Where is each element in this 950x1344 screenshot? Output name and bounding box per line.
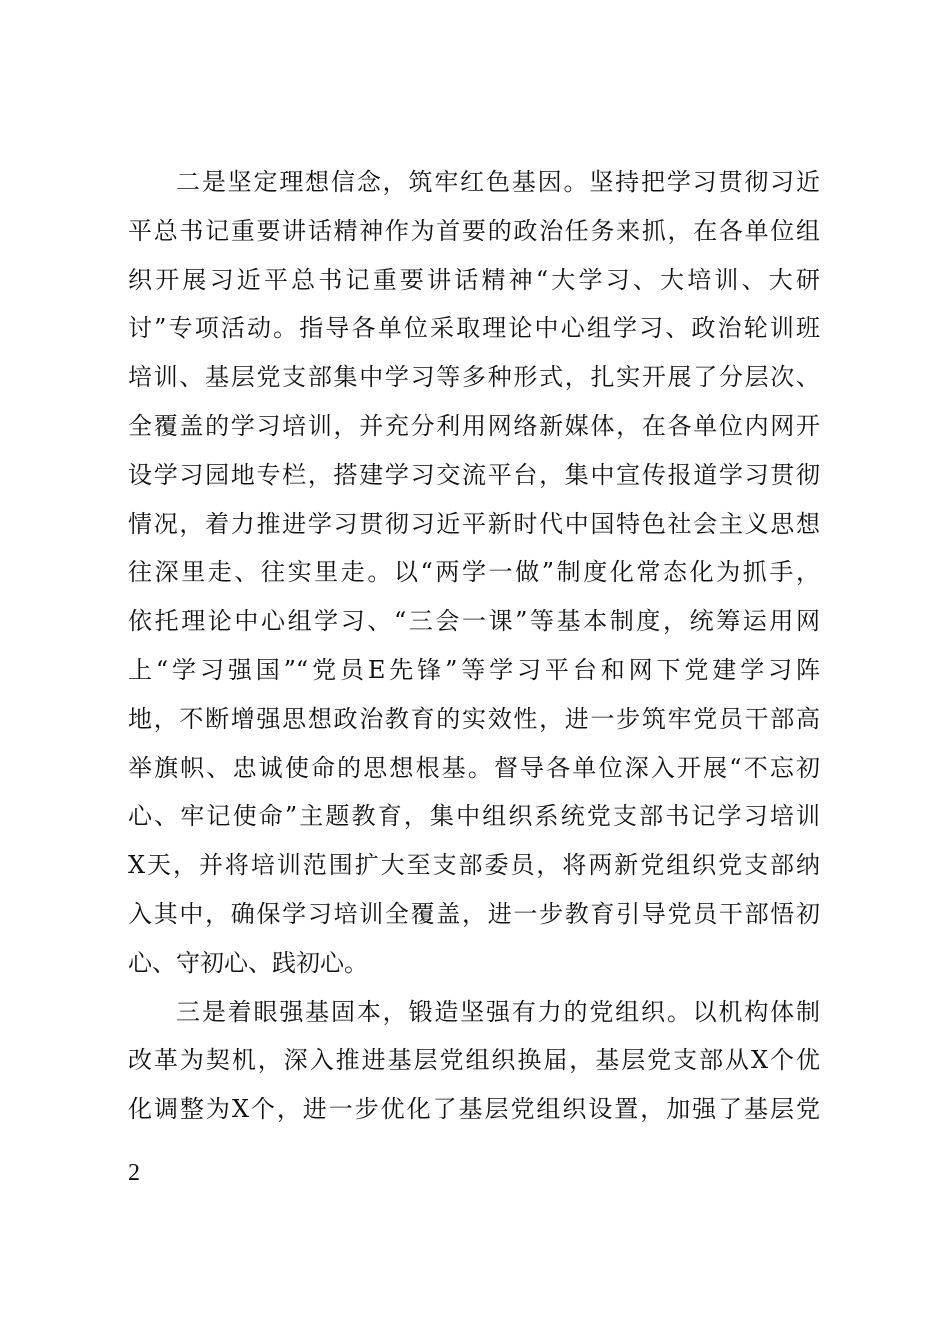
text-line: 设学习园地专栏，搭建学习交流平台，集中宣传报道学习贯彻	[128, 460, 820, 489]
text-line: 化调整为X个，进一步优化了基层党组织设置，加强了基层党	[128, 1095, 820, 1124]
text-line: 织开展习近平总书记重要讲话精神“大学习、大培训、大研	[128, 265, 820, 294]
text-line: 入其中，确保学习培训全覆盖，进一步教育引导党员干部悟初	[128, 899, 820, 928]
text-line: 情况，着力推进学习贯彻习近平新时代中国特色社会主义思想	[128, 509, 820, 538]
text-line: 依托理论中心组学习、“三会一课”等基本制度，统筹运用网	[128, 607, 820, 636]
text-line: 三是着眼强基固本，锻造坚强有力的党组织。以机构体制	[176, 997, 820, 1026]
text-line: X天，并将培训范围扩大至支部委员，将两新党组织党支部纳	[128, 851, 820, 880]
text-line: 平总书记重要讲话精神作为首要的政治任务来抓，在各单位组	[128, 216, 820, 245]
text-line: 改革为契机，深入推进基层党组织换届，基层党支部从X个优	[128, 1046, 820, 1075]
text-line: 心、牢记使命”主题教育，集中组织系统党支部书记学习培训	[128, 802, 820, 831]
text-line: 全覆盖的学习培训，并充分利用网络新媒体，在各单位内网开	[128, 411, 820, 440]
page-number: 2	[128, 1160, 140, 1186]
document-body	[128, 158, 820, 1134]
text-line: 举旗帜、忠诚使命的思想根基。督导各单位深入开展“不忘初	[128, 753, 820, 782]
text-line: 讨”专项活动。指导各单位采取理论中心组学习、政治轮训班	[128, 314, 820, 343]
text-line: 培训、基层党支部集中学习等多种形式，扎实开展了分层次、	[128, 363, 820, 392]
text-line: 往深里走、往实里走。以“两学一做”制度化常态化为抓手，	[128, 558, 820, 587]
text-line: 二是坚定理想信念，筑牢红色基因。坚持把学习贯彻习近	[176, 168, 820, 196]
text-line: 心、守初心、践初心。	[128, 948, 368, 977]
text-line: 上“学习强国”“党员E先锋”等学习平台和网下党建学习阵	[128, 655, 820, 684]
text-line: 地，不断增强思想政治教育的实效性，进一步筑牢党员干部高	[128, 704, 820, 733]
